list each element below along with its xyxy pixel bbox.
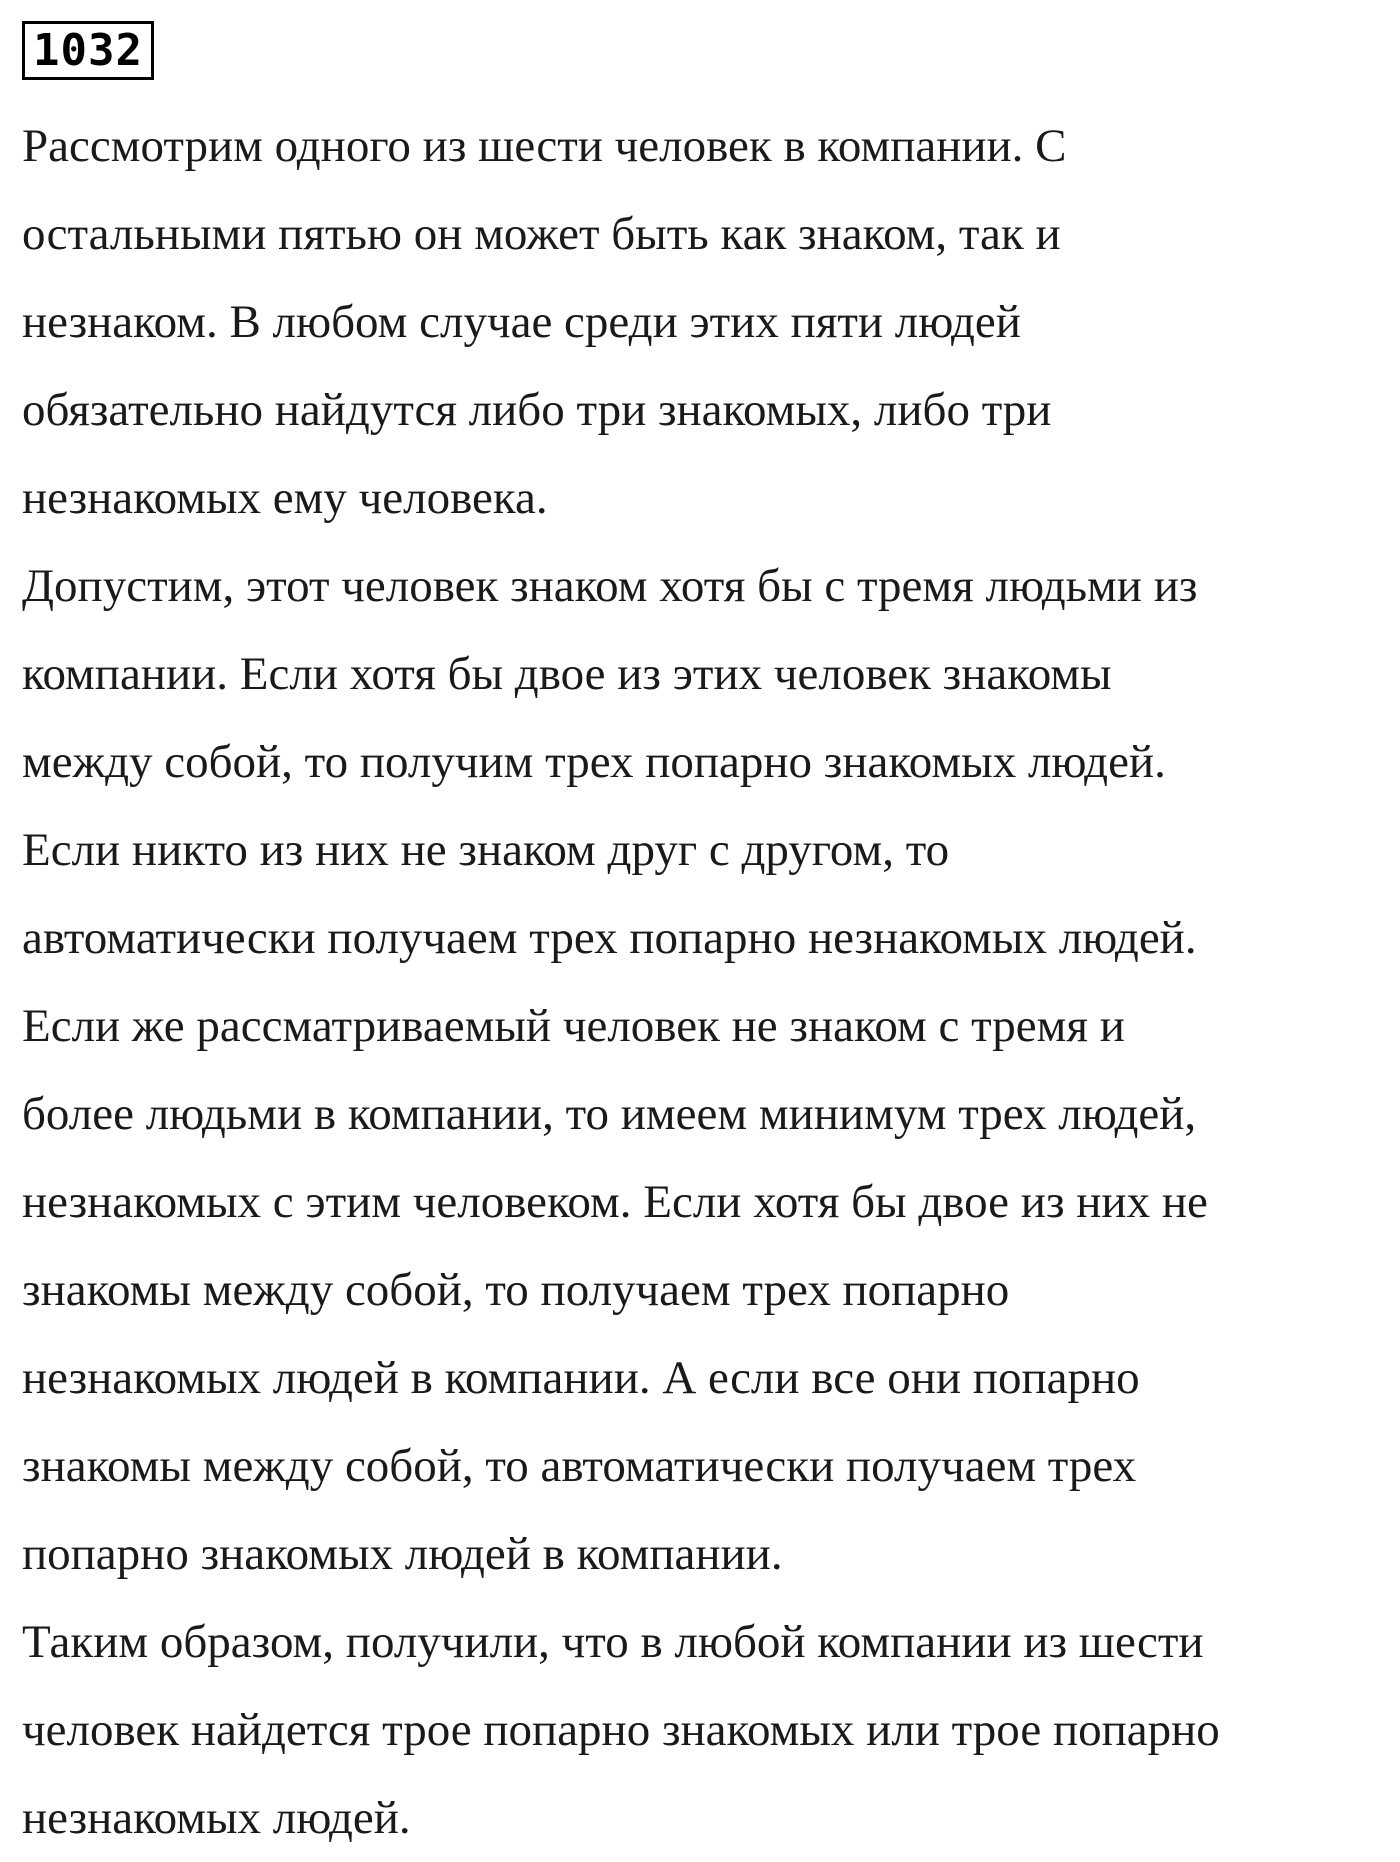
text-line: Таким образом, получили, что в любой компании из шести (22, 1616, 1204, 1668)
text-line: незнакомых людей в компании. А если все они попарно (22, 1352, 1140, 1404)
text-line: незнакомых с этим человеком. Если хотя бы двое из них не (22, 1176, 1208, 1228)
text-line: знакомы между собой, то автоматически получаем трех (22, 1440, 1137, 1492)
text-line: Рассмотрим одного из шести человек в компании. С (22, 120, 1067, 172)
text-line: Если же рассматриваемый человек не знаком с тремя и (22, 1000, 1125, 1052)
text-line: попарно знакомых людей в компании. (22, 1528, 783, 1580)
text-line: Допустим, этот человек знаком хотя бы с тремя людьми из (22, 560, 1198, 612)
text-line: Если никто из них не знаком друг с другом, то (22, 824, 950, 876)
text-line: между собой, то получим трех попарно знакомых людей. (22, 736, 1166, 788)
text-line: знакомы между собой, то получаем трех попарно (22, 1264, 1010, 1316)
text-line: незнаком. В любом случае среди этих пяти людей (22, 296, 1021, 348)
text-line: незнакомых ему человека. (22, 472, 548, 524)
text-line: компании. Если хотя бы двое из этих человек знакомы (22, 648, 1112, 700)
text-line: обязательно найдутся либо три знакомых, либо три (22, 384, 1052, 436)
text-line: остальными пятью он может быть как знаком, так и (22, 208, 1061, 260)
text-line: человек найдется трое попарно знакомых или трое попарно (22, 1704, 1220, 1756)
text-line: автоматически получаем трех попарно незнакомых людей. (22, 912, 1197, 964)
solution-text (22, 102, 1392, 1862)
text-line: более людьми в компании, то имеем минимум трех людей, (22, 1088, 1197, 1140)
text-line: незнакомых людей. (22, 1792, 411, 1844)
problem-number: 1032 (22, 21, 154, 80)
